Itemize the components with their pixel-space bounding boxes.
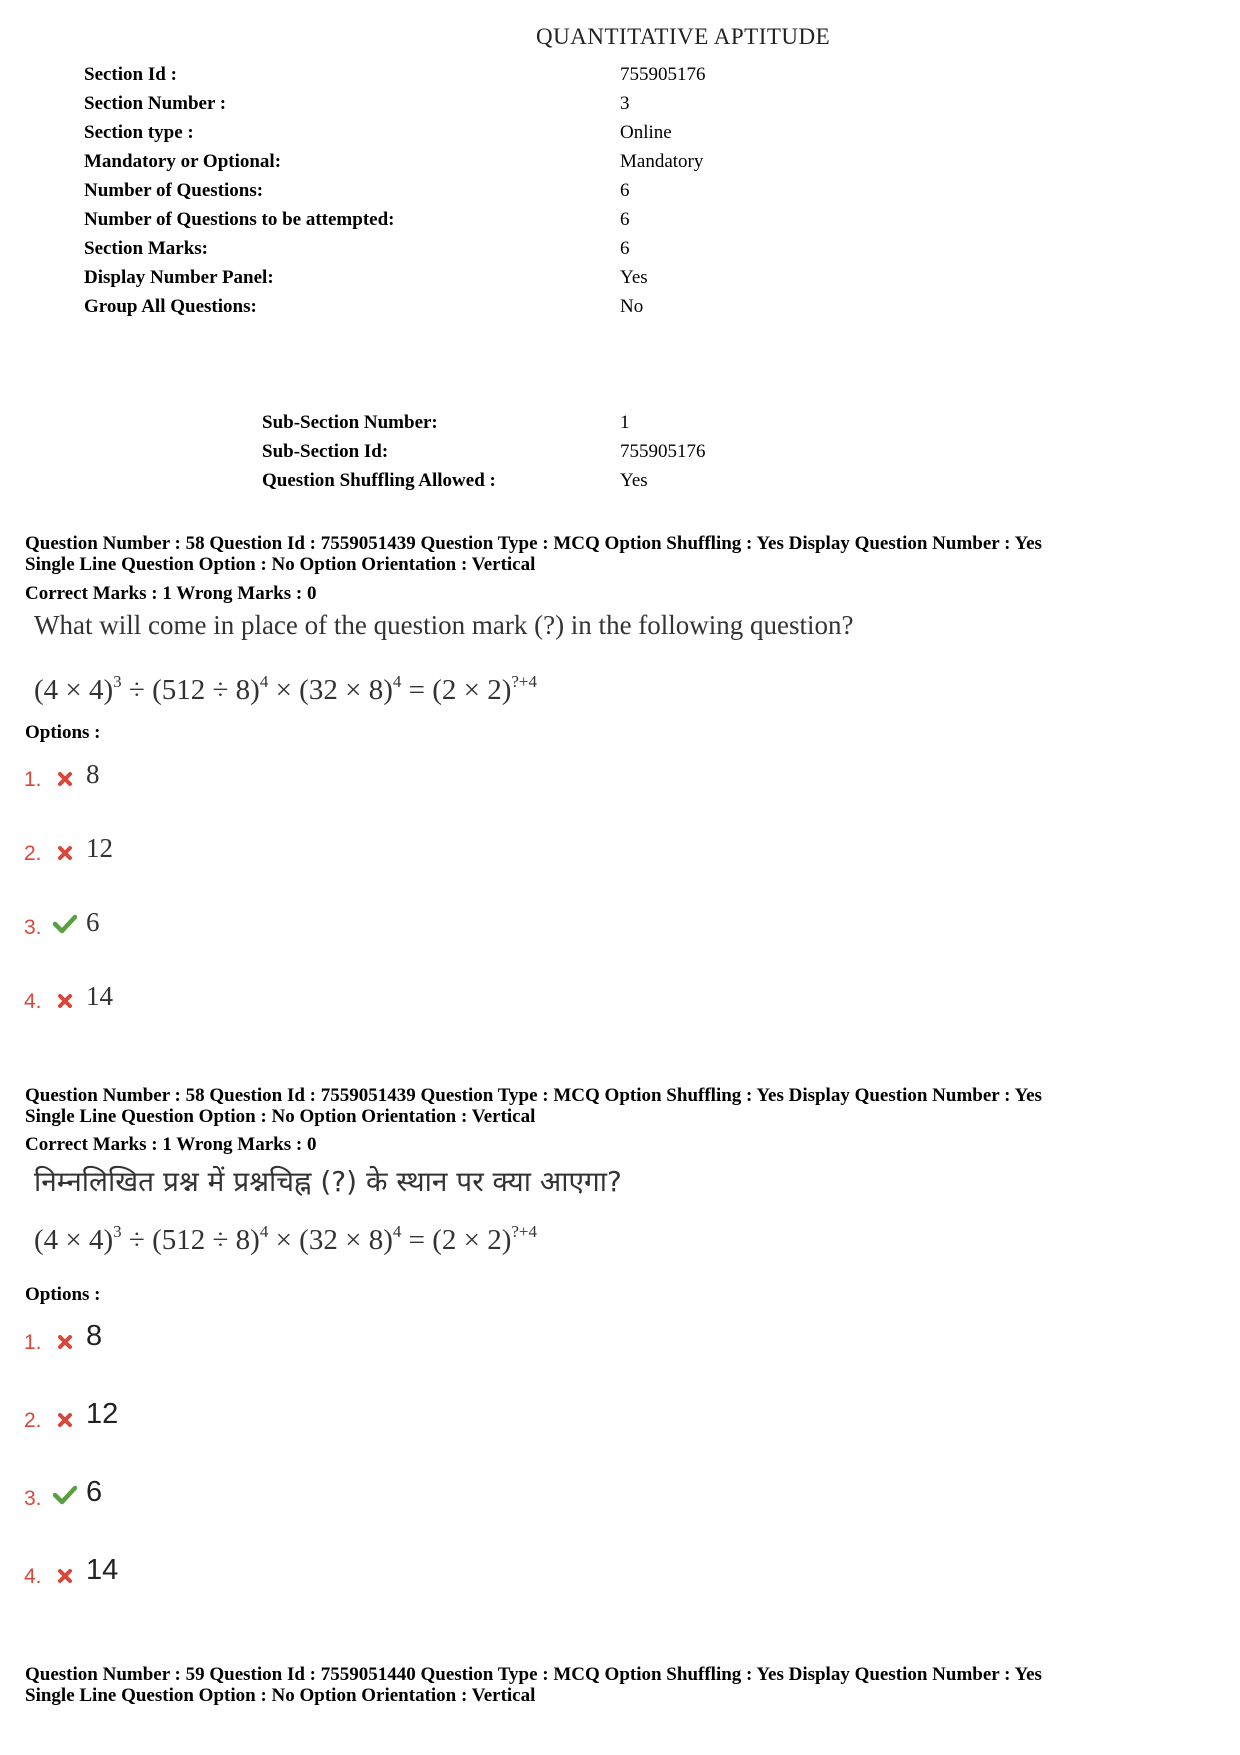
formula-part-a: (4 × 4) (34, 674, 114, 706)
options-label: Options : (25, 722, 101, 743)
question-header-line1: Question Number : 58 Question Id : 7559051439 Question Type : MCQ Option Shuffling : Yes Display Question Number : Yes (25, 1085, 1042, 1106)
section-id-label: Section Id : (84, 64, 177, 85)
display-panel-value: Yes (620, 267, 648, 288)
question-header-line1: Question Number : 58 Question Id : 7559051439 Question Type : MCQ Option Shuffling : Yes Display Question Number : Yes (25, 533, 1042, 554)
section-number-label: Section Number : (84, 93, 227, 114)
question-text: What will come in place of the question mark (?) in the following question? (34, 610, 854, 640)
option-2 (24, 1393, 118, 1433)
formula-exp-d: ?+4 (511, 1222, 538, 1241)
num-attempt-label: Number of Questions to be attempted: (84, 209, 395, 230)
option-text: 6 (86, 1476, 103, 1508)
option-number: 2. (24, 1409, 42, 1432)
question-header-line2: Single Line Question Option : No Option Orientation : Vertical (25, 1685, 536, 1706)
cross-icon (50, 1569, 80, 1583)
formula-exp-b: 4 (259, 672, 269, 691)
check-icon (50, 1485, 80, 1505)
group-questions-label: Group All Questions: (84, 296, 257, 317)
question-formula (34, 1222, 537, 1257)
cross-icon (50, 1413, 80, 1427)
cross-icon (50, 994, 80, 1008)
formula-part-a: (4 × 4) (34, 1224, 114, 1256)
option-3 (24, 900, 100, 940)
option-3 (24, 1471, 102, 1511)
shuffling-value: Yes (620, 470, 648, 491)
section-marks-label: Section Marks: (84, 238, 209, 259)
subsection-number-value: 1 (620, 412, 630, 433)
group-questions-value: No (620, 296, 644, 317)
option-text: 12 (86, 1398, 119, 1430)
section-type-value: Online (620, 122, 672, 143)
section-type-label: Section type : (84, 122, 194, 143)
option-1 (24, 752, 100, 792)
mandatory-value: Mandatory (620, 151, 704, 172)
formula-exp-a: 3 (113, 672, 122, 691)
mandatory-label: Mandatory or Optional: (84, 151, 282, 172)
options-label: Options : (25, 1284, 101, 1305)
option-number: 1. (24, 768, 42, 791)
option-text: 8 (86, 759, 100, 789)
cross-icon (50, 1335, 80, 1349)
cross-icon (50, 772, 80, 786)
cross-icon (50, 846, 80, 860)
option-number: 3. (24, 1487, 42, 1510)
check-icon (50, 914, 80, 934)
formula-exp-c: 4 (392, 672, 402, 691)
section-title: QUANTITATIVE APTITUDE (536, 24, 831, 49)
question-marks: Correct Marks : 1 Wrong Marks : 0 (25, 1134, 317, 1155)
question-header-line1: Question Number : 59 Question Id : 7559051440 Question Type : MCQ Option Shuffling : Yes Display Question Number : Yes (25, 1664, 1042, 1685)
num-questions-value: 6 (620, 180, 630, 201)
option-text: 6 (86, 907, 100, 937)
formula-part-c: × (32 × 8) (268, 674, 393, 706)
formula-part-c: × (32 × 8) (268, 1224, 393, 1256)
formula-part-d: = (2 × 2) (401, 674, 512, 706)
shuffling-label: Question Shuffling Allowed : (262, 470, 496, 491)
option-1 (24, 1315, 102, 1355)
formula-exp-b: 4 (259, 1222, 269, 1241)
option-text: 14 (86, 981, 113, 1011)
option-number: 1. (24, 1331, 42, 1354)
option-number: 3. (24, 916, 42, 939)
question-formula (34, 672, 537, 707)
section-marks-value: 6 (620, 238, 630, 259)
num-attempt-value: 6 (620, 209, 630, 230)
section-id-value: 755905176 (620, 64, 706, 85)
display-panel-label: Display Number Panel: (84, 267, 274, 288)
subsection-id-value: 755905176 (620, 441, 706, 462)
formula-part-b: ÷ (512 ÷ 8) (121, 674, 260, 706)
question-header-line2: Single Line Question Option : No Option Orientation : Vertical (25, 554, 536, 575)
option-2 (24, 826, 113, 866)
formula-part-d: = (2 × 2) (401, 1224, 512, 1256)
formula-exp-d: ?+4 (511, 672, 538, 691)
num-questions-label: Number of Questions: (84, 180, 264, 201)
question-text: निम्नलिखित प्रश्न में प्रश्नचिह्न (?) के स्थान पर क्या आएगा? (34, 1165, 622, 1198)
option-4 (24, 1549, 118, 1589)
formula-part-b: ÷ (512 ÷ 8) (121, 1224, 260, 1256)
subsection-number-label: Sub-Section Number: (262, 412, 438, 433)
option-number: 4. (24, 990, 42, 1013)
option-text: 8 (86, 1320, 103, 1352)
option-number: 4. (24, 1565, 42, 1588)
formula-exp-c: 4 (392, 1222, 402, 1241)
option-4 (24, 974, 113, 1014)
question-header-line2: Single Line Question Option : No Option Orientation : Vertical (25, 1106, 536, 1127)
section-number-value: 3 (620, 93, 630, 114)
question-marks: Correct Marks : 1 Wrong Marks : 0 (25, 583, 317, 604)
formula-exp-a: 3 (113, 1222, 122, 1241)
option-text: 12 (86, 833, 113, 863)
subsection-id-label: Sub-Section Id: (262, 441, 389, 462)
option-number: 2. (24, 842, 42, 865)
option-text: 14 (86, 1554, 119, 1586)
